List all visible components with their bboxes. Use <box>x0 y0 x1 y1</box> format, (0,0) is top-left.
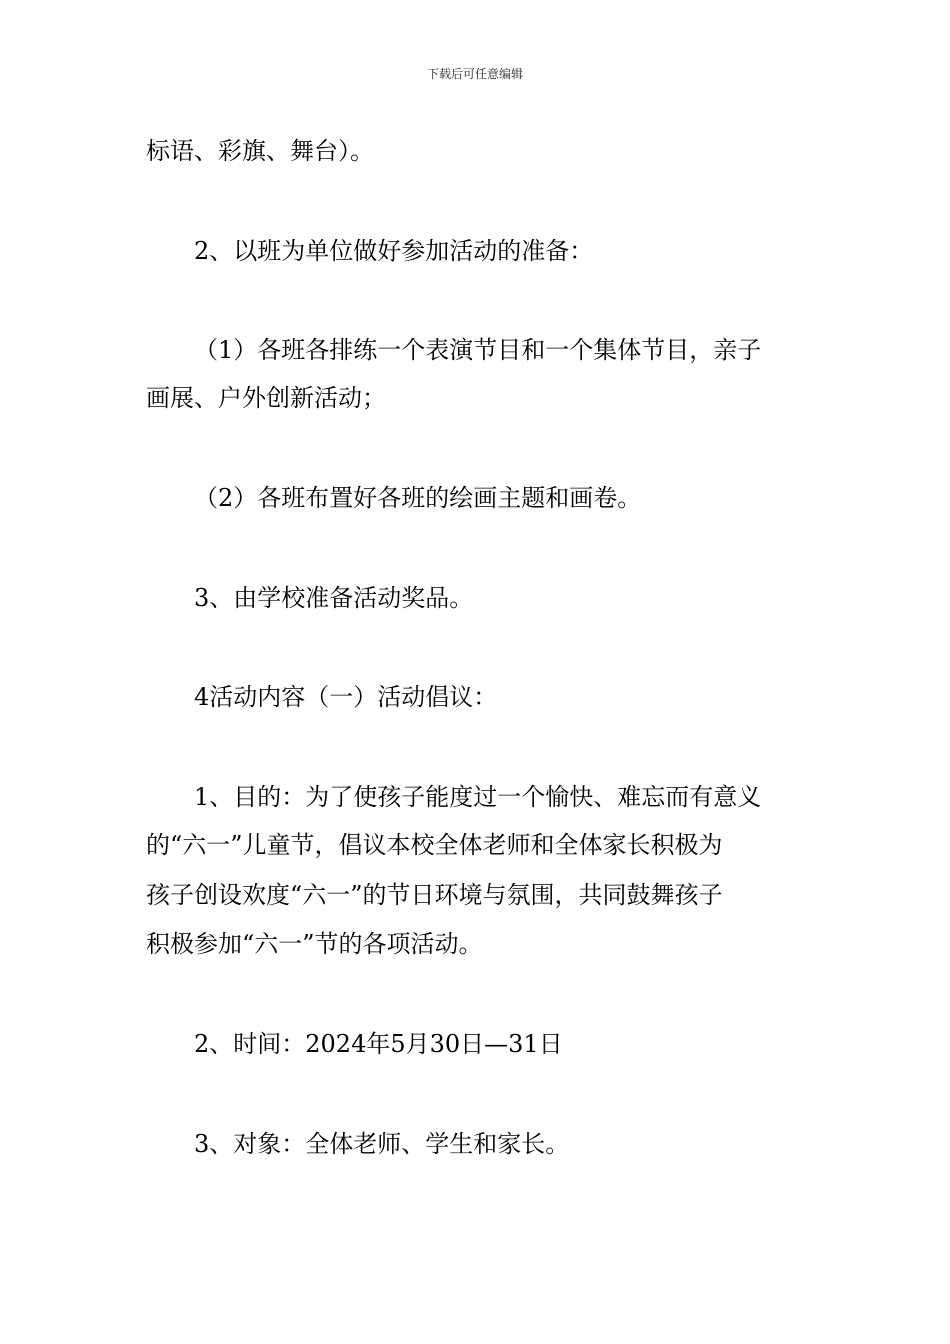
text-line: 的“六一”儿童节，倡议本校全体老师和全体家长积极为 <box>146 831 723 859</box>
text-line: （1）各班各排练一个表演节目和一个集体节目，亲子 <box>194 336 762 364</box>
text-line: 2、时间：2024年5月30日—31日 <box>194 1030 563 1058</box>
text-line: 标语、彩旗、舞台）。 <box>146 137 374 165</box>
page-header: 下载后可任意编辑 <box>426 67 523 81</box>
text-line: 4活动内容（一）活动倡议： <box>194 683 498 711</box>
text-line: 3、对象：全体老师、学生和家长。 <box>194 1130 570 1158</box>
text-line: （2）各班布置好各班的绘画主题和画卷。 <box>194 484 642 512</box>
text-line: 1、目的：为了使孩子能度过一个愉快、难忘而有意义 <box>194 783 762 811</box>
text-line: 3、由学校准备活动奖品。 <box>194 584 474 612</box>
text-line: 积极参加“六一”节的各项活动。 <box>146 930 483 958</box>
text-line: 画展、户外创新活动； <box>146 384 386 412</box>
text-line: 2、以班为单位做好参加活动的准备： <box>194 237 594 265</box>
text-line: 孩子创设欢度“六一”的节日环境与氛围，共同鼓舞孩子 <box>146 881 723 909</box>
